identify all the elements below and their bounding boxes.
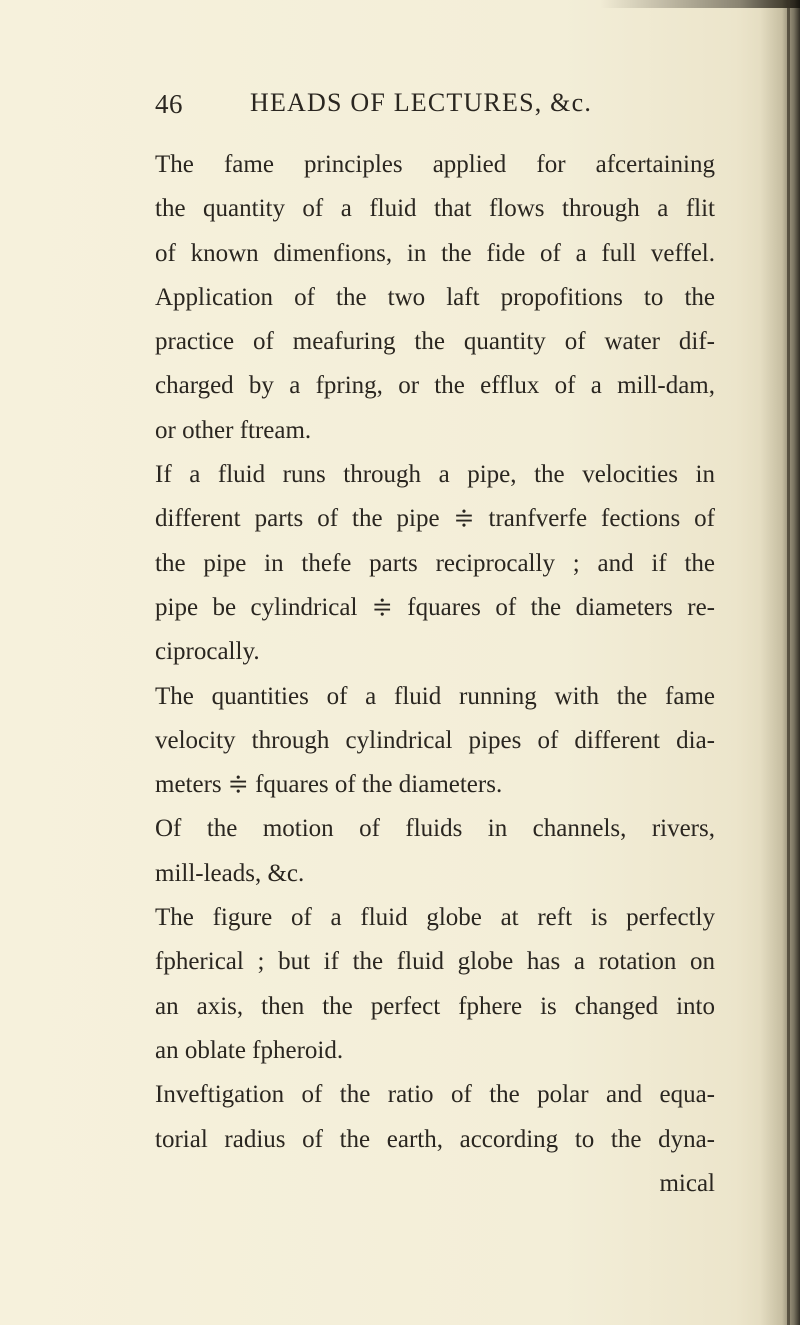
text-line: practice of meafuring the quantity of water dif- [155, 328, 715, 356]
text-line: The figure of a fluid globe at reft is perfectly [155, 904, 715, 932]
text-line: or other ftream. [155, 416, 312, 444]
text-line: Application of the two laft propofitions to the [155, 283, 715, 311]
page-edge-shadow [760, 0, 800, 1325]
text-line: of known dimenfions, in the fide of a full veffel. [155, 239, 715, 267]
text-line: an axis, then the perfect fphere is changed into [155, 992, 715, 1020]
text-line: ciprocally. [155, 638, 260, 666]
text-line: the pipe in thefe parts reciprocally ; and if the [155, 549, 715, 577]
page-header [145, 86, 705, 126]
text-line: velocity through cylindrical pipes of different dia- [155, 726, 715, 754]
text-line: charged by a fpring, or the efflux of a mill-dam, [155, 372, 715, 400]
text-line: fpherical ; but if the fluid globe has a rotation on [155, 948, 715, 976]
text-line: The quantities of a fluid running with the fame [155, 682, 715, 710]
body-text [155, 143, 715, 1206]
text-line: torial radius of the earth, according to the dyna- [155, 1125, 715, 1153]
catchword: mical [659, 1169, 715, 1197]
text-line: mill-leads, &c. [155, 859, 305, 887]
text-line: If a fluid runs through a pipe, the velocities in [155, 461, 715, 489]
text-line: pipe be cylindrical ≑ fquares of the diameters re- [155, 593, 715, 621]
text-line: the quantity of a fluid that flows through a flit [155, 195, 715, 223]
text-line: Inveftigation of the ratio of the polar and equa- [155, 1081, 715, 1109]
page-number: 46 [155, 89, 183, 119]
text-line: an oblate fpheroid. [155, 1036, 344, 1064]
text-line: Of the motion of fluids in channels, rivers, [155, 815, 715, 843]
text-line: meters ≑ fquares of the diameters. [155, 771, 503, 799]
text-line: The fame principles applied for afcertaining [155, 151, 715, 178]
page-edge-line [787, 0, 790, 1325]
text-line: different parts of the pipe ≑ tranfverfe fections of [155, 505, 715, 533]
running-head: HEADS OF LECTURES, &c. [250, 88, 593, 117]
